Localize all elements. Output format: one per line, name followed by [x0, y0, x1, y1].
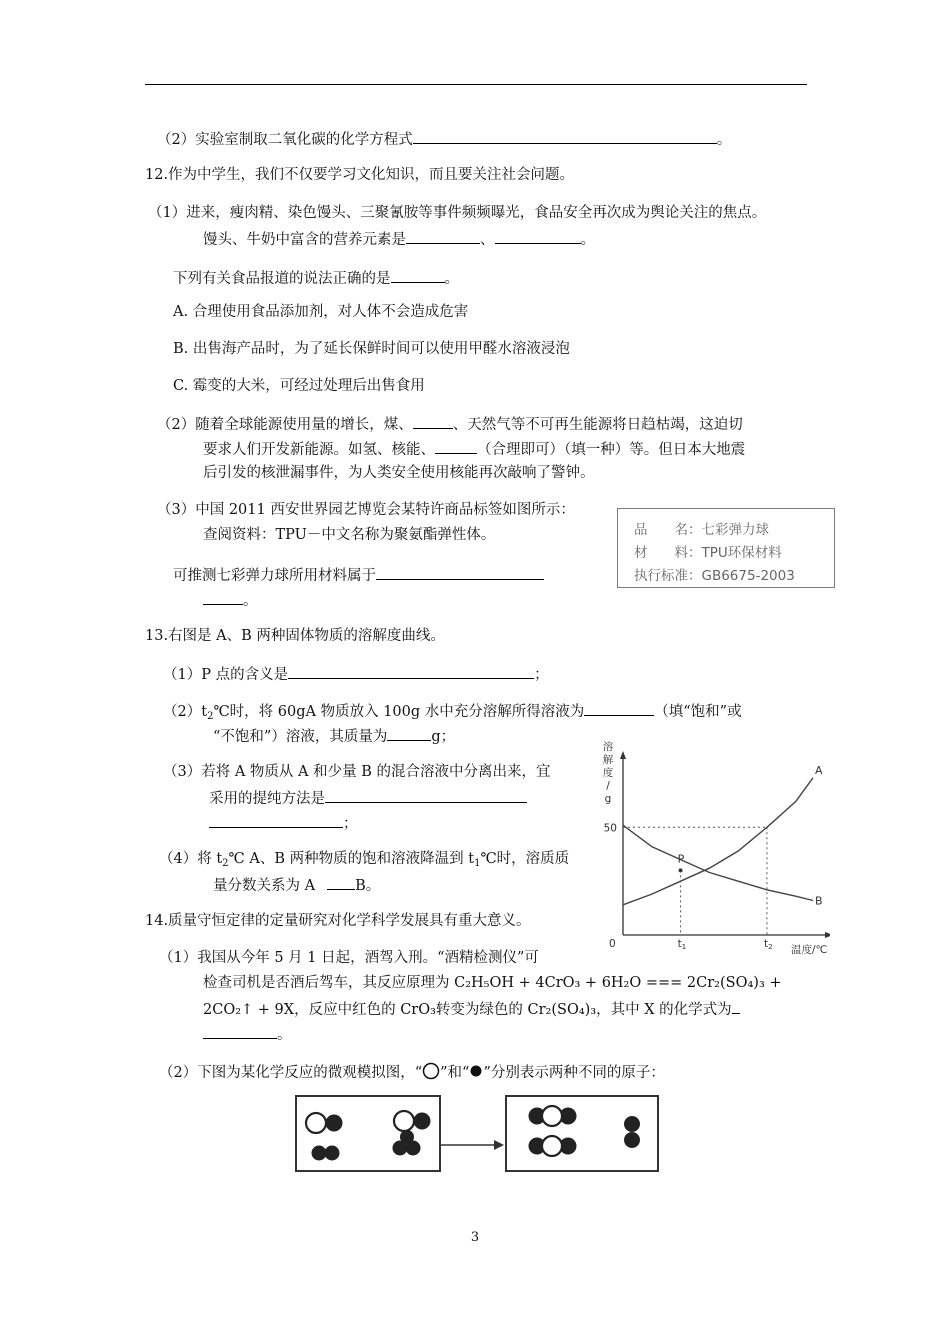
- q13-stem: 13.右图是 A、B 两种固体物质的溶解度曲线。: [145, 628, 445, 644]
- q12-p2-line2: 要求人们开发新能源。如氢、核能、 （合理即可）（填一种）等。但日本大地震: [203, 438, 745, 460]
- x-axis-arrow: [825, 932, 830, 938]
- open-circle-icon: [422, 1062, 440, 1080]
- answer-blank[interactable]: [435, 438, 477, 454]
- answer-blank[interactable]: [327, 874, 355, 890]
- y-tick-label: 50: [603, 822, 617, 835]
- y-axis-label: 解: [602, 754, 614, 766]
- solubility-chart: [590, 735, 830, 960]
- q11-item2: （2）实验室制取二氧化碳的化学方程式 。: [157, 128, 731, 150]
- q13-p4-line1: （4）将 $t_2℃$ A、B 两种物质的饱和溶液降温到 $t_1℃$时，溶质质: [159, 851, 570, 869]
- answer-blank[interactable]: [209, 812, 343, 828]
- answer-blank[interactable]: [413, 413, 453, 429]
- q14-p1-line4: 。: [203, 1023, 292, 1045]
- x-tick-label: t1: [677, 938, 687, 951]
- q12-p3-line2: 查阅资料：TPU－中文名称为聚氨酯弹性体。: [203, 527, 496, 543]
- reaction-arrow: [440, 1140, 504, 1150]
- bab-molecule: [529, 1106, 577, 1126]
- answer-blank[interactable]: [387, 725, 431, 741]
- label-standard: 执行标准：GB6675-2003: [634, 568, 795, 584]
- q12-p3-line3: 可推测七彩弹力球所用材料属于: [173, 564, 544, 586]
- answer-blank[interactable]: [203, 1023, 277, 1039]
- x-axis-label: 温度/℃: [791, 944, 828, 956]
- series-line-A: [623, 778, 813, 905]
- reaction-diagram: [290, 1090, 670, 1182]
- q12-p3-line4: 。: [203, 589, 258, 611]
- q12-p3-line1: （3）中国 2011 西安世界园艺博览会某特许商品标签如图所示：: [157, 502, 575, 518]
- label-material: 材 料：TPU环保材料: [634, 545, 782, 561]
- bab-molecule: [529, 1136, 577, 1156]
- product-label: [617, 508, 835, 588]
- answer-blank[interactable]: [406, 228, 480, 244]
- answer-blank[interactable]: [391, 267, 445, 283]
- page-number: 3: [470, 1230, 480, 1245]
- y-axis-label: 溶: [602, 741, 614, 753]
- point-p: [679, 868, 683, 872]
- q14-stem: 14.质量守恒定律的定量研究对化学科学发展具有重大意义。: [145, 913, 531, 929]
- y-axis-arrow: [620, 751, 626, 759]
- ab-molecule: [306, 1113, 343, 1133]
- point-p-label: P: [677, 852, 685, 866]
- filled-circle-icon: [469, 1064, 483, 1078]
- q14-p1-line2: 检查司机是否酒后驾车，其反应原理为 C₂H₅OH + 4CrO₃ + 6H₂O === 2Cr₂(SO₄)₃ +: [203, 975, 782, 991]
- q13-p3-line3: ；: [209, 812, 358, 834]
- y-axis-label: 度: [602, 767, 614, 779]
- series-label-B: B: [815, 894, 823, 908]
- answer-blank[interactable]: [203, 589, 243, 605]
- answer-blank[interactable]: [732, 998, 740, 1014]
- y-axis-label: /: [606, 780, 610, 792]
- q14-p2: （2）下图为某化学反应的微观模拟图，“ ”和“ ”分别表示两种不同的原子：: [159, 1062, 665, 1083]
- q12-stem: 12.作为中学生，我们不仅要学习文化知识，而且要关注社会问题。: [145, 167, 575, 183]
- header-rule: [145, 84, 807, 85]
- q14-p1-line1: （1）我国从今年 5 月 1 日起，酒驾入刑。“酒精检测仪”可: [159, 950, 539, 966]
- q12-p1-line1: （1）进来，瘦肉精、染色馒头、三聚氰胺等事件频频曝光，食品安全再次成为舆论关注的焦点。: [148, 205, 767, 221]
- q13-p2-line1: $(2)t_2℃$时，将 60gA 物质放入 100g 水中充分溶解所得溶液为 （填“饱和”或: [163, 700, 742, 722]
- q12-p1-question: 下列有关食品报道的说法正确的是 。: [173, 267, 459, 289]
- option-c: C. 霉变的大米，可经过处理后出售食用: [173, 378, 425, 394]
- q13-p1: （1）P 点的含义是 ；: [163, 663, 549, 685]
- q14-p1-line3: 2CO₂↑ + 9X，反应中红色的 CrO₃转变为绿色的 Cr₂(SO₄)₃，其中 X 的化学式为: [203, 998, 740, 1020]
- answer-blank[interactable]: [495, 228, 581, 244]
- q12-p2-line1: （2）随着全球能源使用量的增长，煤、 、天然气等不可再生能源将日趋枯竭，这迫切: [157, 413, 743, 435]
- label-name: 品 名：七彩弹力球: [634, 522, 769, 538]
- q13-p2-line2: “不饱和”）溶液，其质量为 g；: [213, 725, 455, 747]
- y-tick-label: 0: [609, 938, 616, 950]
- ab-molecule: [394, 1111, 431, 1131]
- q12-p1-line2: 馒头、牛奶中富含的营养元素是 、 。: [203, 228, 595, 250]
- x-tick-label: t2: [763, 938, 773, 951]
- option-a: A. 合理使用食品添加剂，对人体不会造成危害: [173, 304, 469, 320]
- answer-blank[interactable]: [288, 663, 534, 679]
- q12-p2-line3: 后引发的核泄漏事件，为人类安全使用核能再次敲响了警钟。: [203, 465, 595, 481]
- answer-blank[interactable]: [413, 128, 717, 144]
- q13-p4-line2: 量分数关系为 A B。: [213, 874, 380, 896]
- option-b: B. 出售海产品时，为了延长保鲜时间可以使用甲醛水溶液浸泡: [173, 341, 570, 357]
- q13-p3-line2: 采用的提纯方法是: [209, 787, 527, 809]
- answer-blank[interactable]: [325, 787, 527, 803]
- y-axis-label: g: [604, 793, 612, 805]
- answer-blank[interactable]: [376, 564, 544, 580]
- answer-blank[interactable]: [584, 700, 654, 716]
- q13-p3-line1: （3）若将 A 物质从 A 和少量 B 的混合溶液中分离出来，宜: [163, 764, 551, 780]
- series-label-A: A: [815, 763, 823, 777]
